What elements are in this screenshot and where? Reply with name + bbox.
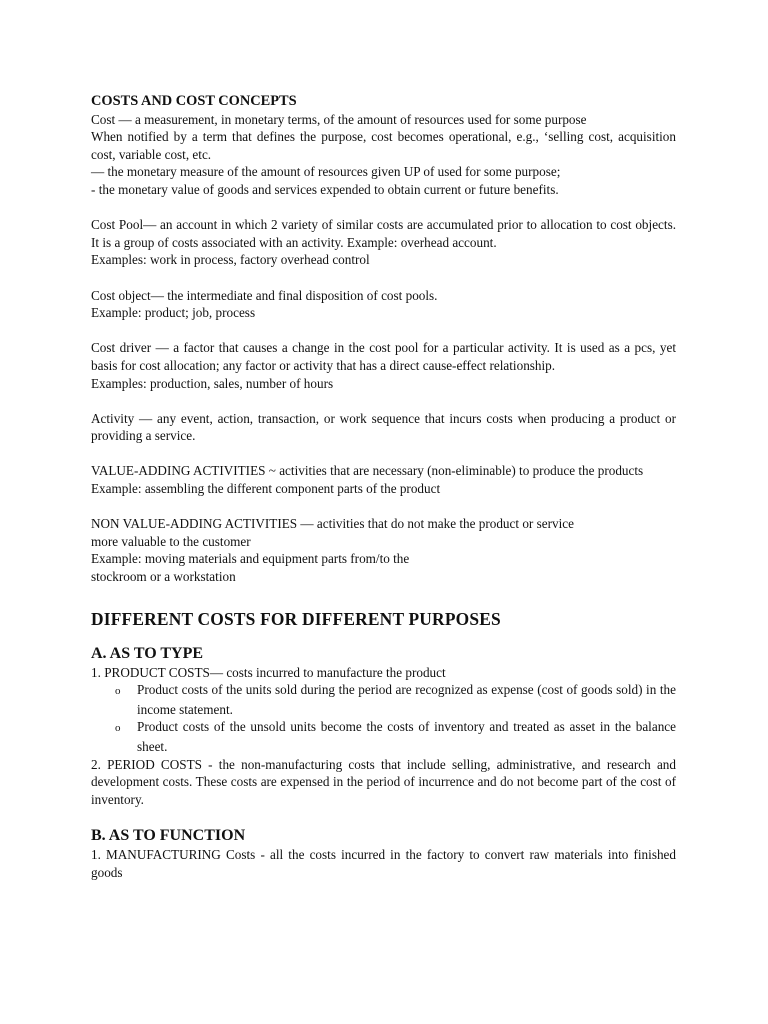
non-value-adding-definition-line-2: more valuable to the customer	[91, 533, 251, 549]
spacer	[91, 392, 676, 410]
cost-definition: Cost — a measurement, in monetary terms, of the amount of resources used for some purpose	[91, 111, 587, 127]
value-adding-definition: VALUE-ADDING ACTIVITIES ~ activities that are necessary (non-eliminable) to produce the products	[91, 463, 644, 479]
activity-definition: Activity — any event, action, transaction, or work sequence that incurs costs when producing a product or providing a service.	[91, 410, 676, 444]
value-adding-example: Example: assembling the different component parts of the product	[91, 481, 441, 497]
cost-object-example: Example: product; job, process	[91, 305, 256, 321]
cost-pool-examples: Examples: work in process, factory overhead control	[91, 252, 370, 268]
non-value-adding-definition-line-1: NON VALUE-ADDING ACTIVITIES — activities that do not make the product or service	[91, 516, 574, 532]
cost-driver-examples: Examples: production, sales, number of hours	[91, 375, 334, 391]
subheading-as-to-type: A. AS TO TYPE	[91, 644, 204, 662]
cost-driver-definition: Cost driver — a factor that causes a change in the cost pool for a particular activity. It is used as a pcs, yet basis for cost allocation; any factor or activity that has a direct cause-effect relationship.	[91, 340, 676, 373]
spacer	[91, 199, 676, 217]
spacer	[91, 630, 676, 644]
period-costs-item: 2. PERIOD COSTS - the non-manufacturing costs that include selling, administrative, and research and development costs. These costs are expensed in the period of incurrence and do not become part of the cost of inventory.	[91, 756, 676, 807]
product-costs-bullet-unsold	[91, 718, 676, 755]
bullet-marker: o	[115, 685, 121, 698]
cost-object-definition: Cost object— the intermediate and final disposition of cost pools.	[91, 287, 438, 303]
cost-monetary-value: - the monetary value of goods and services expended to obtain current or future benefits.	[91, 181, 559, 197]
section-title-cost-concepts: COSTS AND COST CONCEPTS	[91, 93, 297, 109]
product-costs-item: 1. PRODUCT COSTS— costs incurred to manufacture the product	[91, 664, 446, 680]
non-value-adding-example-line-1: Example: moving materials and equipment parts from/to the	[91, 551, 410, 567]
bullet-marker: o	[115, 722, 121, 735]
cost-notified-paragraph: When notified by a term that defines the purpose, cost becomes operational, e.g., ‘selling cost, acquisition cost, variable cost, etc.	[91, 129, 676, 162]
non-value-adding-example-line-2: stockroom or a workstation	[91, 569, 236, 585]
spacer	[91, 322, 676, 340]
spacer	[91, 269, 676, 287]
product-costs-bullet-sold	[91, 681, 676, 718]
bullet-text: Product costs of the units sold during the period are recognized as expense (cost of goods sold) in the income statement.	[137, 682, 676, 717]
cost-monetary-measure: — the monetary measure of the amount of resources given UP of used for some purpose;	[91, 164, 561, 180]
spacer	[91, 808, 676, 826]
section-title-different-costs: DIFFERENT COSTS FOR DIFFERENT PURPOSES	[91, 608, 501, 629]
spacer	[91, 586, 676, 608]
manufacturing-costs-item: 1. MANUFACTURING Costs - all the costs incurred in the factory to convert raw materials into finished goods	[91, 847, 676, 880]
cost-pool-definition: Cost Pool— an account in which 2 variety of similar costs are accumulated prior to allocation to cost objects. It is a group of costs associated with an activity. Example: overhead account.	[91, 217, 676, 250]
document-body	[91, 93, 676, 882]
spacer	[91, 498, 676, 516]
bullet-text: Product costs of the unsold units become the costs of inventory and treated as asset in the balance sheet.	[137, 719, 676, 754]
spacer	[91, 445, 676, 463]
subheading-as-to-function: B. AS TO FUNCTION	[91, 827, 246, 845]
